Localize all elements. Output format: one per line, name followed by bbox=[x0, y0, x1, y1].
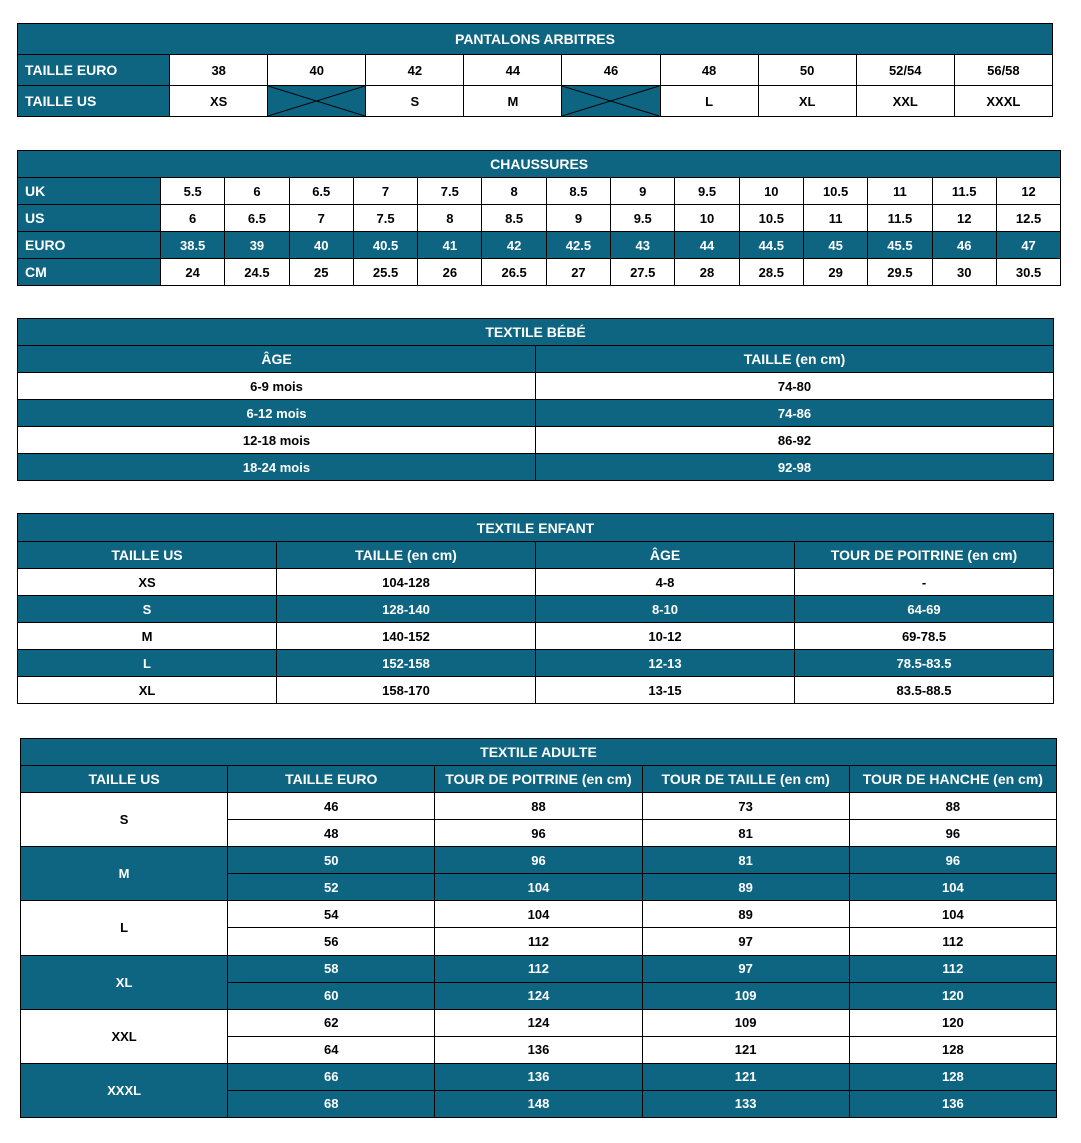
pantalons-cell: 56/58 bbox=[954, 55, 1052, 86]
pantalons-cell: XL bbox=[758, 86, 856, 117]
pantalons-cell: 44 bbox=[464, 55, 562, 86]
table-cell: 62 bbox=[228, 1009, 435, 1036]
shoe-cell: 9 bbox=[611, 178, 675, 205]
adulte-table bbox=[20, 738, 1057, 1118]
table-cell: 88 bbox=[849, 793, 1056, 820]
pantalons-cell: 38 bbox=[170, 55, 268, 86]
table-cell: 133 bbox=[642, 1090, 849, 1117]
adulte-title: TEXTILE ADULTE bbox=[21, 739, 1057, 766]
column-header: TAILLE (en cm) bbox=[277, 542, 536, 569]
shoe-cell: 8 bbox=[418, 205, 482, 232]
shoe-cell: 6.5 bbox=[289, 178, 353, 205]
table-cell: 8-10 bbox=[536, 596, 795, 623]
table-cell: 140-152 bbox=[277, 623, 536, 650]
table-cell: 136 bbox=[435, 1063, 642, 1090]
table-cell: M bbox=[18, 623, 277, 650]
shoe-cell: 12 bbox=[932, 205, 996, 232]
table-cell: 13-15 bbox=[536, 677, 795, 704]
table-cell: 52 bbox=[228, 874, 435, 901]
table-cell: 112 bbox=[435, 928, 642, 955]
table-cell: 96 bbox=[849, 820, 1056, 847]
table-cell: 120 bbox=[849, 1009, 1056, 1036]
shoe-cell: 41 bbox=[418, 232, 482, 259]
pantalons-cell: S bbox=[366, 86, 464, 117]
shoe-cell: 6.5 bbox=[225, 205, 289, 232]
table-cell: 128-140 bbox=[277, 596, 536, 623]
unavailable-cross-cell bbox=[562, 86, 660, 117]
shoe-cell: 45 bbox=[803, 232, 867, 259]
table-cell: 96 bbox=[849, 847, 1056, 874]
shoe-cell: 46 bbox=[932, 232, 996, 259]
table-cell: 136 bbox=[849, 1090, 1056, 1117]
pantalons-cell: L bbox=[660, 86, 758, 117]
table-cell: 128 bbox=[849, 1036, 1056, 1063]
enfant-table bbox=[17, 513, 1054, 704]
size-group-cell: L bbox=[21, 901, 228, 955]
shoe-cell: 11.5 bbox=[932, 178, 996, 205]
table-cell: 18-24 mois bbox=[18, 454, 536, 481]
table-cell: 12-13 bbox=[536, 650, 795, 677]
shoe-cell: 38.5 bbox=[161, 232, 225, 259]
table-cell: 124 bbox=[435, 982, 642, 1009]
shoe-cell: 42.5 bbox=[546, 232, 610, 259]
table-cell: 104 bbox=[435, 901, 642, 928]
size-group-cell: M bbox=[21, 847, 228, 901]
column-header: TOUR DE HANCHE (en cm) bbox=[849, 766, 1056, 793]
table-cell: 48 bbox=[228, 820, 435, 847]
column-header: TOUR DE POITRINE (en cm) bbox=[435, 766, 642, 793]
table-cell: 104-128 bbox=[277, 569, 536, 596]
table-cell: 104 bbox=[435, 874, 642, 901]
table-cell: 97 bbox=[642, 928, 849, 955]
shoe-cell: 44 bbox=[675, 232, 739, 259]
table-cell: 60 bbox=[228, 982, 435, 1009]
table-cell: 78.5-83.5 bbox=[795, 650, 1054, 677]
pantalons-cell: XS bbox=[170, 86, 268, 117]
column-header: TAILLE US bbox=[18, 542, 277, 569]
table-cell: 97 bbox=[642, 955, 849, 982]
table-cell: - bbox=[795, 569, 1054, 596]
shoe-cell: 30.5 bbox=[996, 259, 1060, 286]
shoe-cell: 25.5 bbox=[353, 259, 417, 286]
size-group-cell: XXXL bbox=[21, 1063, 228, 1117]
shoe-cell: 8 bbox=[482, 178, 546, 205]
pantalons-cell: 42 bbox=[366, 55, 464, 86]
table-cell: 69-78.5 bbox=[795, 623, 1054, 650]
shoe-cell: 7.5 bbox=[418, 178, 482, 205]
shoe-cell: 27 bbox=[546, 259, 610, 286]
table-cell: 112 bbox=[435, 955, 642, 982]
table-cell: 66 bbox=[228, 1063, 435, 1090]
shoe-cell: 42 bbox=[482, 232, 546, 259]
shoe-cell: 10.5 bbox=[803, 178, 867, 205]
column-header: TOUR DE TAILLE (en cm) bbox=[642, 766, 849, 793]
table-cell: S bbox=[18, 596, 277, 623]
shoe-cell: 8.5 bbox=[482, 205, 546, 232]
table-cell: 121 bbox=[642, 1036, 849, 1063]
table-cell: 148 bbox=[435, 1090, 642, 1117]
table-cell: 124 bbox=[435, 1009, 642, 1036]
column-header: ÂGE bbox=[18, 346, 536, 373]
table-cell: 50 bbox=[228, 847, 435, 874]
pantalons-cell: 52/54 bbox=[856, 55, 954, 86]
pantalons-cell: XXL bbox=[856, 86, 954, 117]
table-cell: 89 bbox=[642, 874, 849, 901]
column-header: TAILLE US bbox=[21, 766, 228, 793]
bebe-table bbox=[17, 318, 1054, 481]
table-cell: 68 bbox=[228, 1090, 435, 1117]
table-cell: 46 bbox=[228, 793, 435, 820]
column-header: TAILLE EURO bbox=[228, 766, 435, 793]
shoe-cell: 10.5 bbox=[739, 205, 803, 232]
table-cell: 112 bbox=[849, 955, 1056, 982]
size-group-cell: XXL bbox=[21, 1009, 228, 1063]
taille-euro-label: TAILLE EURO bbox=[18, 55, 170, 86]
shoe-cell: 11 bbox=[803, 205, 867, 232]
table-cell: 54 bbox=[228, 901, 435, 928]
pantalons-cell: 48 bbox=[660, 55, 758, 86]
shoe-cell: 11 bbox=[868, 178, 932, 205]
uk-label: UK bbox=[18, 178, 161, 205]
table-cell: 121 bbox=[642, 1063, 849, 1090]
table-cell: 92-98 bbox=[536, 454, 1054, 481]
shoe-cell: 8.5 bbox=[546, 178, 610, 205]
shoe-cell: 6 bbox=[225, 178, 289, 205]
shoe-cell: 9 bbox=[546, 205, 610, 232]
shoe-cell: 10 bbox=[675, 205, 739, 232]
table-cell: 56 bbox=[228, 928, 435, 955]
pantalons-cell: XXXL bbox=[954, 86, 1052, 117]
table-cell: 136 bbox=[435, 1036, 642, 1063]
table-cell: XS bbox=[18, 569, 277, 596]
table-cell: 152-158 bbox=[277, 650, 536, 677]
pantalons-cell: 40 bbox=[268, 55, 366, 86]
shoe-cell: 6 bbox=[161, 205, 225, 232]
shoe-cell: 12 bbox=[996, 178, 1060, 205]
chaussures-table bbox=[17, 150, 1061, 286]
table-cell: 89 bbox=[642, 901, 849, 928]
column-header: TAILLE (en cm) bbox=[536, 346, 1054, 373]
table-cell: 96 bbox=[435, 820, 642, 847]
shoe-cell: 10 bbox=[739, 178, 803, 205]
enfant-title: TEXTILE ENFANT bbox=[18, 514, 1054, 542]
table-cell: 64-69 bbox=[795, 596, 1054, 623]
shoe-cell: 27.5 bbox=[611, 259, 675, 286]
shoe-cell: 28 bbox=[675, 259, 739, 286]
pantalons-cell: 50 bbox=[758, 55, 856, 86]
shoe-cell: 24 bbox=[161, 259, 225, 286]
table-cell: 12-18 mois bbox=[18, 427, 536, 454]
table-cell: 104 bbox=[849, 901, 1056, 928]
table-cell: L bbox=[18, 650, 277, 677]
table-cell: 6-12 mois bbox=[18, 400, 536, 427]
shoe-cell: 30 bbox=[932, 259, 996, 286]
table-cell: 83.5-88.5 bbox=[795, 677, 1054, 704]
shoe-cell: 24.5 bbox=[225, 259, 289, 286]
table-cell: 109 bbox=[642, 982, 849, 1009]
table-cell: 86-92 bbox=[536, 427, 1054, 454]
shoe-cell: 11.5 bbox=[868, 205, 932, 232]
table-cell: 128 bbox=[849, 1063, 1056, 1090]
pantalons-cell: M bbox=[464, 86, 562, 117]
shoe-cell: 40.5 bbox=[353, 232, 417, 259]
shoe-cell: 47 bbox=[996, 232, 1060, 259]
table-cell: 10-12 bbox=[536, 623, 795, 650]
pantalons-table bbox=[17, 23, 1053, 117]
table-cell: 74-86 bbox=[536, 400, 1054, 427]
table-cell: 81 bbox=[642, 847, 849, 874]
column-header: ÂGE bbox=[536, 542, 795, 569]
table-cell: 6-9 mois bbox=[18, 373, 536, 400]
table-cell: XL bbox=[18, 677, 277, 704]
shoe-cell: 9.5 bbox=[611, 205, 675, 232]
shoe-cell: 12.5 bbox=[996, 205, 1060, 232]
shoe-cell: 39 bbox=[225, 232, 289, 259]
table-cell: 73 bbox=[642, 793, 849, 820]
chaussures-title: CHAUSSURES bbox=[18, 151, 1061, 178]
cm-label: CM bbox=[18, 259, 161, 286]
pantalons-cell: 46 bbox=[562, 55, 660, 86]
us-label: US bbox=[18, 205, 161, 232]
shoe-cell: 5.5 bbox=[161, 178, 225, 205]
shoe-cell: 7 bbox=[353, 178, 417, 205]
table-cell: 81 bbox=[642, 820, 849, 847]
shoe-cell: 29 bbox=[803, 259, 867, 286]
shoe-cell: 45.5 bbox=[868, 232, 932, 259]
shoe-cell: 43 bbox=[611, 232, 675, 259]
shoe-cell: 7.5 bbox=[353, 205, 417, 232]
euro-label: EURO bbox=[18, 232, 161, 259]
shoe-cell: 29.5 bbox=[868, 259, 932, 286]
taille-us-label: TAILLE US bbox=[18, 86, 170, 117]
table-cell: 109 bbox=[642, 1009, 849, 1036]
table-cell: 158-170 bbox=[277, 677, 536, 704]
table-cell: 104 bbox=[849, 874, 1056, 901]
table-cell: 74-80 bbox=[536, 373, 1054, 400]
shoe-cell: 9.5 bbox=[675, 178, 739, 205]
table-cell: 96 bbox=[435, 847, 642, 874]
table-cell: 64 bbox=[228, 1036, 435, 1063]
bebe-title: TEXTILE BÉBÉ bbox=[18, 319, 1054, 346]
table-cell: 4-8 bbox=[536, 569, 795, 596]
table-cell: 112 bbox=[849, 928, 1056, 955]
pantalons-title: PANTALONS ARBITRES bbox=[18, 24, 1053, 55]
table-cell: 120 bbox=[849, 982, 1056, 1009]
shoe-cell: 26.5 bbox=[482, 259, 546, 286]
shoe-cell: 40 bbox=[289, 232, 353, 259]
column-header: TOUR DE POITRINE (en cm) bbox=[795, 542, 1054, 569]
size-group-cell: XL bbox=[21, 955, 228, 1009]
table-cell: 58 bbox=[228, 955, 435, 982]
shoe-cell: 25 bbox=[289, 259, 353, 286]
size-group-cell: S bbox=[21, 793, 228, 847]
unavailable-cross-cell bbox=[268, 86, 366, 117]
shoe-cell: 44.5 bbox=[739, 232, 803, 259]
shoe-cell: 7 bbox=[289, 205, 353, 232]
shoe-cell: 28.5 bbox=[739, 259, 803, 286]
shoe-cell: 26 bbox=[418, 259, 482, 286]
table-cell: 88 bbox=[435, 793, 642, 820]
